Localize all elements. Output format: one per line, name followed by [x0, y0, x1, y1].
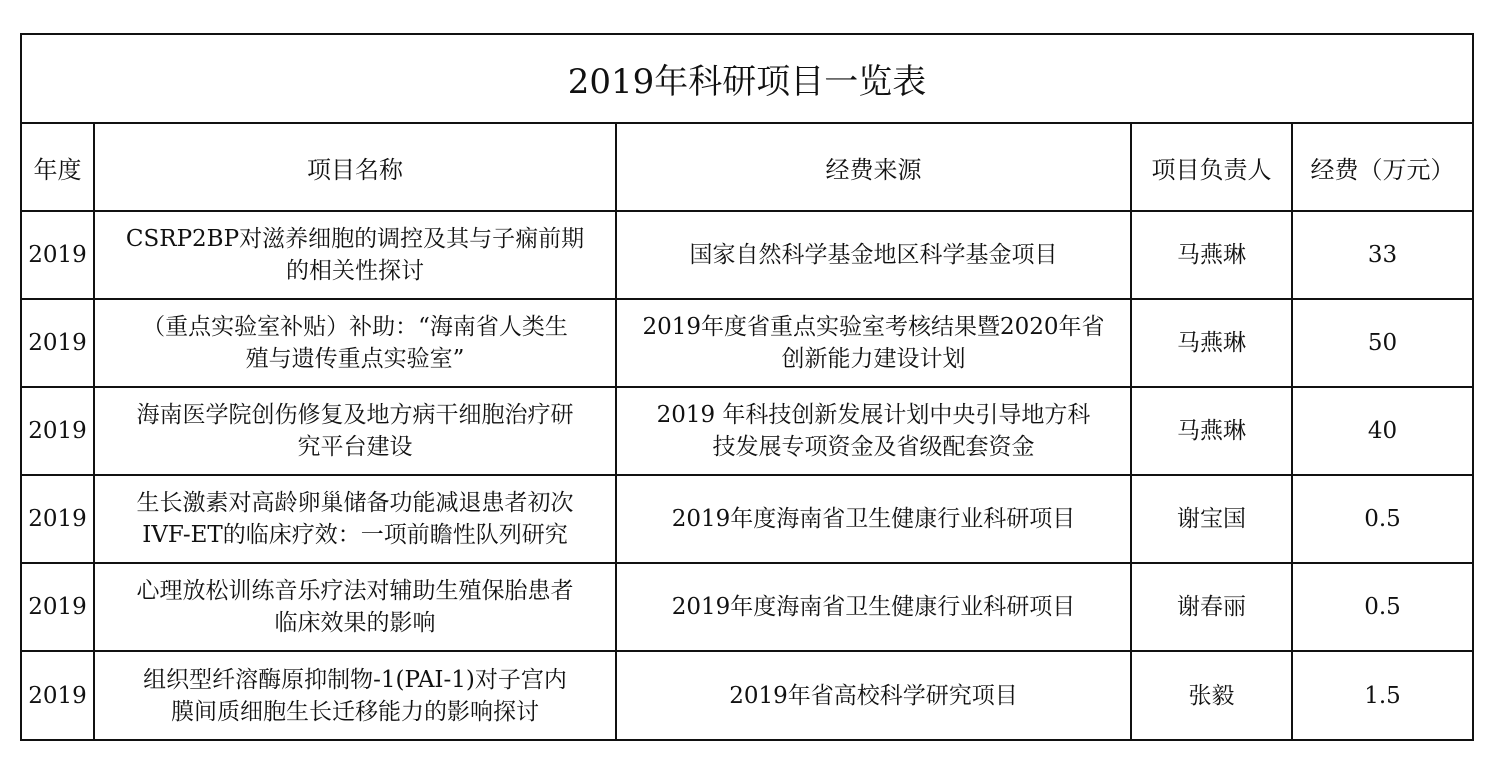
- title-row: [21, 34, 1473, 123]
- cell-year: 2019: [21, 475, 94, 563]
- cell-leader: 张毅: [1131, 651, 1292, 740]
- cell-funding-source: [616, 563, 1131, 651]
- cell-year: 2019: [21, 387, 94, 475]
- cell-funding-source: [616, 211, 1131, 299]
- table-row: [21, 563, 1473, 651]
- cell-leader: 马燕琳: [1131, 387, 1292, 475]
- cell-year: 2019: [21, 563, 94, 651]
- cell-leader: 谢春丽: [1131, 563, 1292, 651]
- table-row: [21, 387, 1473, 475]
- cell-project-name: [94, 563, 616, 651]
- cell-project-name: [94, 387, 616, 475]
- header-project-name: 项目名称: [94, 123, 616, 211]
- cell-funding-source: [616, 299, 1131, 387]
- cell-funding-source: [616, 651, 1131, 740]
- table-row: [21, 475, 1473, 563]
- header-funding-source: 经费来源: [616, 123, 1131, 211]
- name-line: 究平台建设: [297, 434, 413, 460]
- research-projects-table: [20, 33, 1474, 741]
- header-funds: 经费（万元）: [1292, 123, 1473, 211]
- source-line: 2019年省高校科学研究项目: [729, 682, 1018, 709]
- header-project-leader: 项目负责人: [1131, 123, 1292, 211]
- cell-year: 2019: [21, 299, 94, 387]
- name-line: （重点实验室补贴）补助：“海南省人类生: [142, 314, 568, 340]
- table-row: [21, 651, 1473, 740]
- cell-funds: 40: [1292, 387, 1473, 475]
- cell-funds: 1.5: [1292, 651, 1473, 740]
- table-row: [21, 299, 1473, 387]
- source-line: 创新能力建设计划: [781, 346, 966, 372]
- cell-leader: 马燕琳: [1131, 211, 1292, 299]
- cell-project-name: [94, 211, 616, 299]
- name-line: 临床效果的影响: [274, 610, 436, 636]
- name-line: CSRP2BP对滋养细胞的调控及其与子痫前期: [125, 226, 585, 252]
- cell-funding-source: [616, 475, 1131, 563]
- source-line: 2019 年科技创新发展计划中央引导地方科: [656, 402, 1091, 428]
- cell-year: 2019: [21, 211, 94, 299]
- cell-project-name: [94, 475, 616, 563]
- name-line: 组织型纤溶酶原抑制物-1(PAI-1)对子宫内: [143, 666, 567, 693]
- cell-funds: 0.5: [1292, 563, 1473, 651]
- name-line: 膜间质细胞生长迁移能力的影响探讨: [171, 698, 539, 725]
- source-line: 国家自然科学基金地区科学基金项目: [689, 242, 1058, 268]
- name-line: 心理放松训练音乐疗法对辅助生殖保胎患者: [136, 578, 574, 604]
- cell-funds: 0.5: [1292, 475, 1473, 563]
- name-line: 生长激素对高龄卵巢储备功能减退患者初次: [136, 490, 574, 516]
- source-line: 2019年度海南省卫生健康行业科研项目: [671, 506, 1076, 532]
- name-line: IVF-ET的临床疗效：一项前瞻性队列研究: [142, 522, 568, 548]
- source-line: 2019年度省重点实验室考核结果暨2020年省: [642, 314, 1105, 340]
- source-line: 技发展专项资金及省级配套资金: [712, 434, 1035, 460]
- cell-funds: 33: [1292, 211, 1473, 299]
- header-row: [21, 123, 1473, 211]
- name-line: 的相关性探讨: [286, 258, 424, 284]
- cell-funding-source: [616, 387, 1131, 475]
- name-line: 海南医学院创伤修复及地方病干细胞治疗研: [136, 402, 574, 428]
- cell-project-name: [94, 651, 616, 740]
- header-year: 年度: [21, 123, 94, 211]
- cell-funds: 50: [1292, 299, 1473, 387]
- source-line: 2019年度海南省卫生健康行业科研项目: [671, 594, 1076, 620]
- cell-leader: 马燕琳: [1131, 299, 1292, 387]
- cell-year: 2019: [21, 651, 94, 740]
- table-row: [21, 211, 1473, 299]
- cell-leader: 谢宝国: [1131, 475, 1292, 563]
- cell-project-name: [94, 299, 616, 387]
- name-line: 殖与遗传重点实验室”: [245, 346, 465, 372]
- table-title: 2019年科研项目一览表: [21, 34, 1473, 123]
